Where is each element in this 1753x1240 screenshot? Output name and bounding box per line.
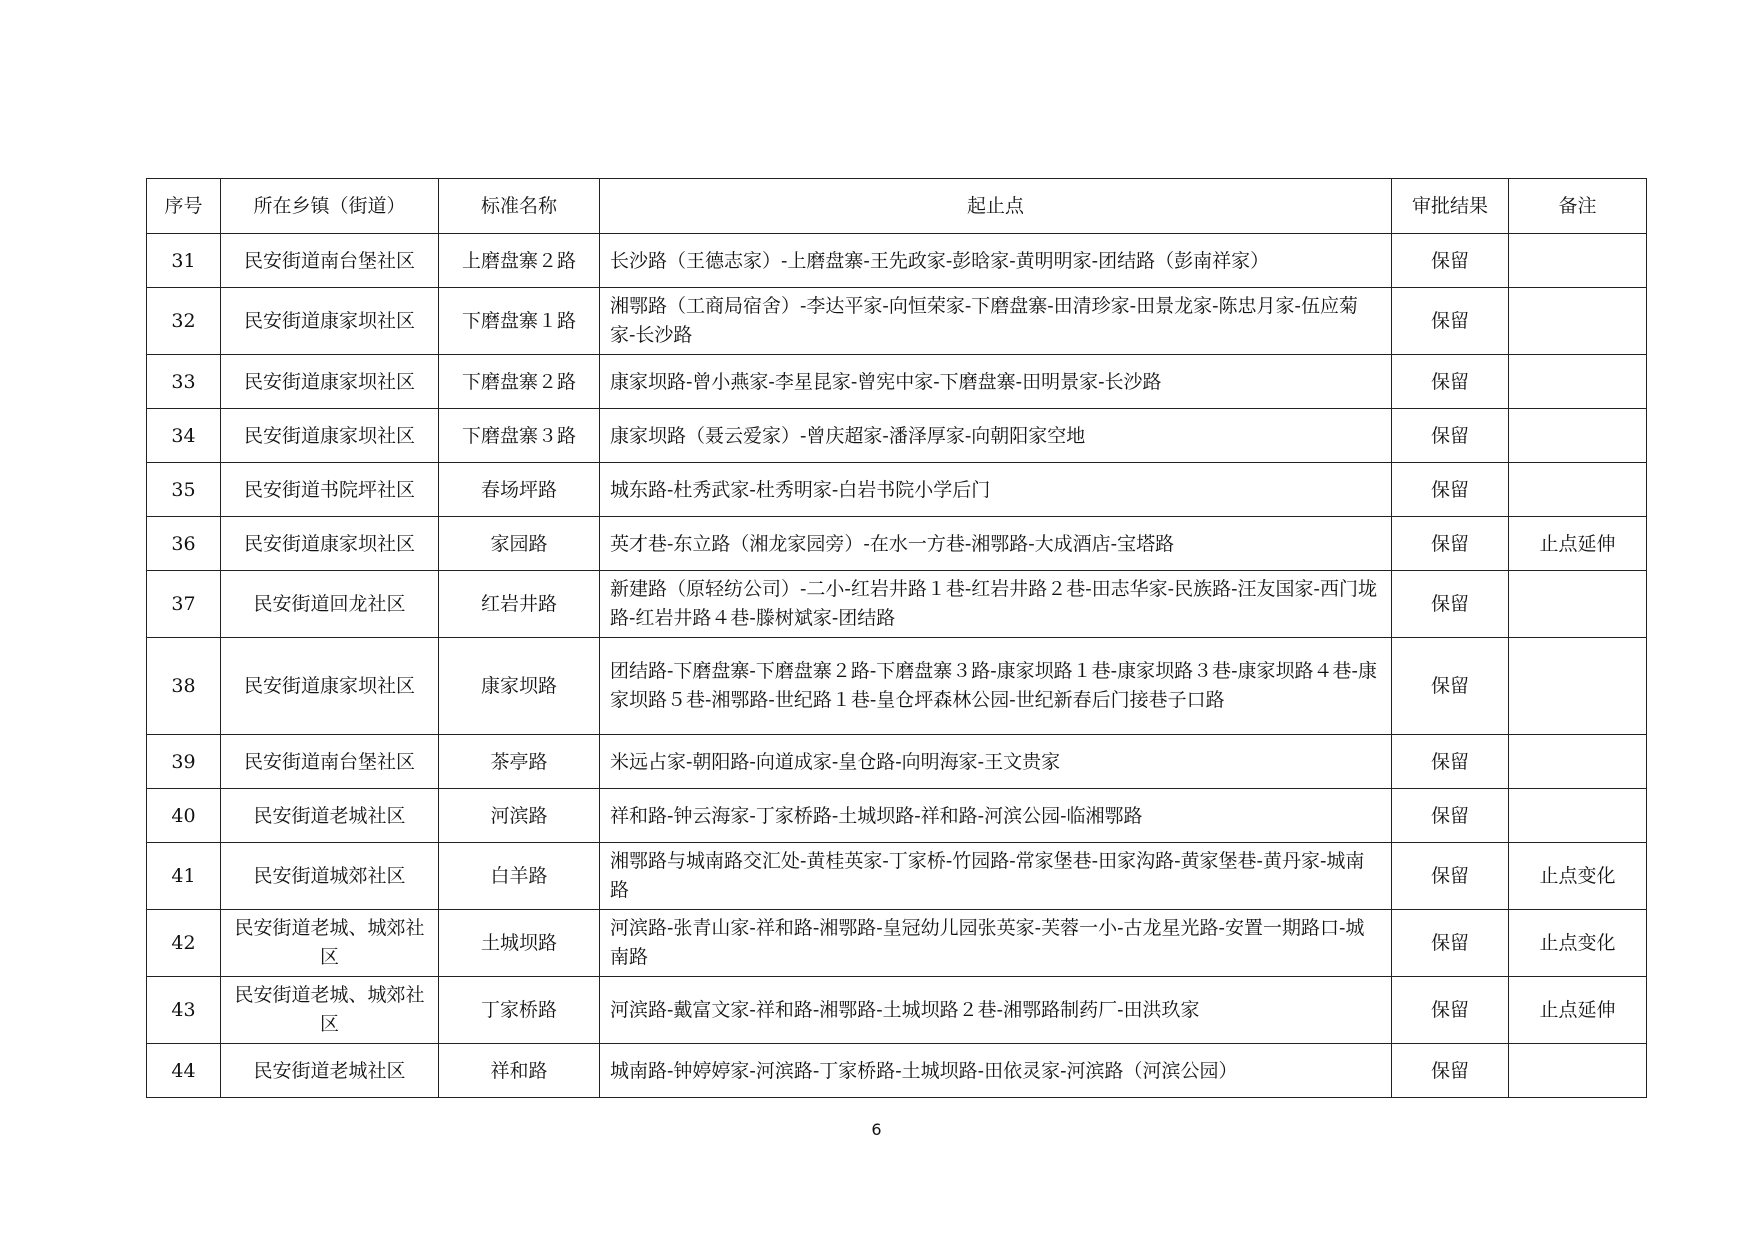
table-header-row <box>147 179 1647 234</box>
cell-town: 民安街道城郊社区 <box>221 843 439 910</box>
cell-standard-name: 下磨盘寨１路 <box>439 288 600 355</box>
header-route: 起止点 <box>600 179 1392 234</box>
cell-result: 保留 <box>1392 735 1509 789</box>
cell-note: 止点变化 <box>1509 843 1647 910</box>
cell-note: 止点延伸 <box>1509 977 1647 1044</box>
cell-standard-name: 土城坝路 <box>439 910 600 977</box>
cell-town: 民安街道南台堡社区 <box>221 735 439 789</box>
header-town: 所在乡镇（街道） <box>221 179 439 234</box>
table-row <box>147 638 1647 735</box>
cell-result: 保留 <box>1392 843 1509 910</box>
cell-serial: 33 <box>147 355 221 409</box>
cell-note <box>1509 638 1647 735</box>
cell-route: 城南路-钟婷婷家-河滨路-丁家桥路-土城坝路-田依灵家-河滨路（河滨公园） <box>600 1044 1392 1098</box>
cell-note: 止点变化 <box>1509 910 1647 977</box>
table-row <box>147 463 1647 517</box>
cell-standard-name: 祥和路 <box>439 1044 600 1098</box>
cell-town: 民安街道南台堡社区 <box>221 234 439 288</box>
cell-serial: 44 <box>147 1044 221 1098</box>
cell-standard-name: 下磨盘寨２路 <box>439 355 600 409</box>
table-row <box>147 1044 1647 1098</box>
cell-route: 康家坝路-曾小燕家-李星昆家-曾宪中家-下磨盘寨-田明景家-长沙路 <box>600 355 1392 409</box>
cell-note <box>1509 735 1647 789</box>
cell-standard-name: 红岩井路 <box>439 571 600 638</box>
cell-route: 英才巷-东立路（湘龙家园旁）-在水一方巷-湘鄂路-大成酒店-宝塔路 <box>600 517 1392 571</box>
cell-standard-name: 茶亭路 <box>439 735 600 789</box>
cell-standard-name: 春场坪路 <box>439 463 600 517</box>
cell-result: 保留 <box>1392 288 1509 355</box>
cell-route: 康家坝路（聂云爱家）-曾庆超家-潘泽厚家-向朝阳家空地 <box>600 409 1392 463</box>
cell-note <box>1509 571 1647 638</box>
cell-serial: 37 <box>147 571 221 638</box>
cell-note: 止点延伸 <box>1509 517 1647 571</box>
cell-town: 民安街道康家坝社区 <box>221 288 439 355</box>
cell-serial: 41 <box>147 843 221 910</box>
cell-note <box>1509 234 1647 288</box>
table-row <box>147 288 1647 355</box>
cell-note <box>1509 1044 1647 1098</box>
table-row <box>147 843 1647 910</box>
cell-result: 保留 <box>1392 355 1509 409</box>
cell-result: 保留 <box>1392 517 1509 571</box>
cell-note <box>1509 409 1647 463</box>
cell-town: 民安街道老城社区 <box>221 789 439 843</box>
cell-note <box>1509 789 1647 843</box>
cell-serial: 39 <box>147 735 221 789</box>
cell-standard-name: 康家坝路 <box>439 638 600 735</box>
table-row <box>147 735 1647 789</box>
cell-standard-name: 上磨盘寨２路 <box>439 234 600 288</box>
cell-result: 保留 <box>1392 409 1509 463</box>
cell-serial: 42 <box>147 910 221 977</box>
cell-town: 民安街道康家坝社区 <box>221 517 439 571</box>
table-row <box>147 517 1647 571</box>
cell-route: 河滨路-戴富文家-祥和路-湘鄂路-土城坝路２巷-湘鄂路制药厂-田洪玖家 <box>600 977 1392 1044</box>
table-row <box>147 409 1647 463</box>
cell-serial: 38 <box>147 638 221 735</box>
table-row <box>147 355 1647 409</box>
cell-standard-name: 白羊路 <box>439 843 600 910</box>
cell-standard-name: 家园路 <box>439 517 600 571</box>
table-row <box>147 789 1647 843</box>
cell-serial: 40 <box>147 789 221 843</box>
cell-town: 民安街道康家坝社区 <box>221 355 439 409</box>
cell-result: 保留 <box>1392 1044 1509 1098</box>
cell-town: 民安街道老城、城郊社区 <box>221 910 439 977</box>
header-result: 审批结果 <box>1392 179 1509 234</box>
cell-serial: 36 <box>147 517 221 571</box>
cell-note <box>1509 355 1647 409</box>
cell-result: 保留 <box>1392 977 1509 1044</box>
table-row <box>147 977 1647 1044</box>
cell-serial: 35 <box>147 463 221 517</box>
header-note: 备注 <box>1509 179 1647 234</box>
cell-result: 保留 <box>1392 571 1509 638</box>
cell-result: 保留 <box>1392 463 1509 517</box>
cell-standard-name: 河滨路 <box>439 789 600 843</box>
cell-route: 河滨路-张青山家-祥和路-湘鄂路-皇冠幼儿园张英家-芙蓉一小-古龙星光路-安置一期路口-城南路 <box>600 910 1392 977</box>
cell-note <box>1509 463 1647 517</box>
cell-result: 保留 <box>1392 638 1509 735</box>
header-standard-name: 标准名称 <box>439 179 600 234</box>
cell-route: 米远占家-朝阳路-向道成家-皇仓路-向明海家-王文贵家 <box>600 735 1392 789</box>
cell-standard-name: 丁家桥路 <box>439 977 600 1044</box>
cell-serial: 43 <box>147 977 221 1044</box>
table-row <box>147 234 1647 288</box>
cell-route: 长沙路（王德志家）-上磨盘寨-王先政家-彭晗家-黄明明家-团结路（彭南祥家） <box>600 234 1392 288</box>
cell-route: 湘鄂路与城南路交汇处-黄桂英家-丁家桥-竹园路-常家堡巷-田家沟路-黄家堡巷-黄丹家-城南路 <box>600 843 1392 910</box>
cell-town: 民安街道书院坪社区 <box>221 463 439 517</box>
road-name-table <box>146 178 1647 1098</box>
cell-town: 民安街道回龙社区 <box>221 571 439 638</box>
cell-standard-name: 下磨盘寨３路 <box>439 409 600 463</box>
cell-result: 保留 <box>1392 789 1509 843</box>
cell-result: 保留 <box>1392 910 1509 977</box>
cell-serial: 32 <box>147 288 221 355</box>
cell-route: 祥和路-钟云海家-丁家桥路-土城坝路-祥和路-河滨公园-临湘鄂路 <box>600 789 1392 843</box>
cell-town: 民安街道康家坝社区 <box>221 638 439 735</box>
cell-route: 新建路（原轻纺公司）-二小-红岩井路１巷-红岩井路２巷-田志华家-民族路-汪友国家-西门垅路-红岩井路４巷-滕树斌家-团结路 <box>600 571 1392 638</box>
cell-town: 民安街道老城、城郊社区 <box>221 977 439 1044</box>
cell-note <box>1509 288 1647 355</box>
cell-route: 湘鄂路（工商局宿舍）-李达平家-向恒荣家-下磨盘寨-田清珍家-田景龙家-陈忠月家-伍应菊家-长沙路 <box>600 288 1392 355</box>
cell-serial: 31 <box>147 234 221 288</box>
cell-town: 民安街道康家坝社区 <box>221 409 439 463</box>
cell-route: 团结路-下磨盘寨-下磨盘寨２路-下磨盘寨３路-康家坝路１巷-康家坝路３巷-康家坝路４巷-康家坝路５巷-湘鄂路-世纪路１巷-皇仓坪森林公园-世纪新春后门接巷子口路 <box>600 638 1392 735</box>
table-row <box>147 571 1647 638</box>
cell-route: 城东路-杜秀武家-杜秀明家-白岩书院小学后门 <box>600 463 1392 517</box>
cell-result: 保留 <box>1392 234 1509 288</box>
cell-serial: 34 <box>147 409 221 463</box>
header-serial: 序号 <box>147 179 221 234</box>
cell-town: 民安街道老城社区 <box>221 1044 439 1098</box>
table-row <box>147 910 1647 977</box>
page-number: 6 <box>871 1120 882 1139</box>
